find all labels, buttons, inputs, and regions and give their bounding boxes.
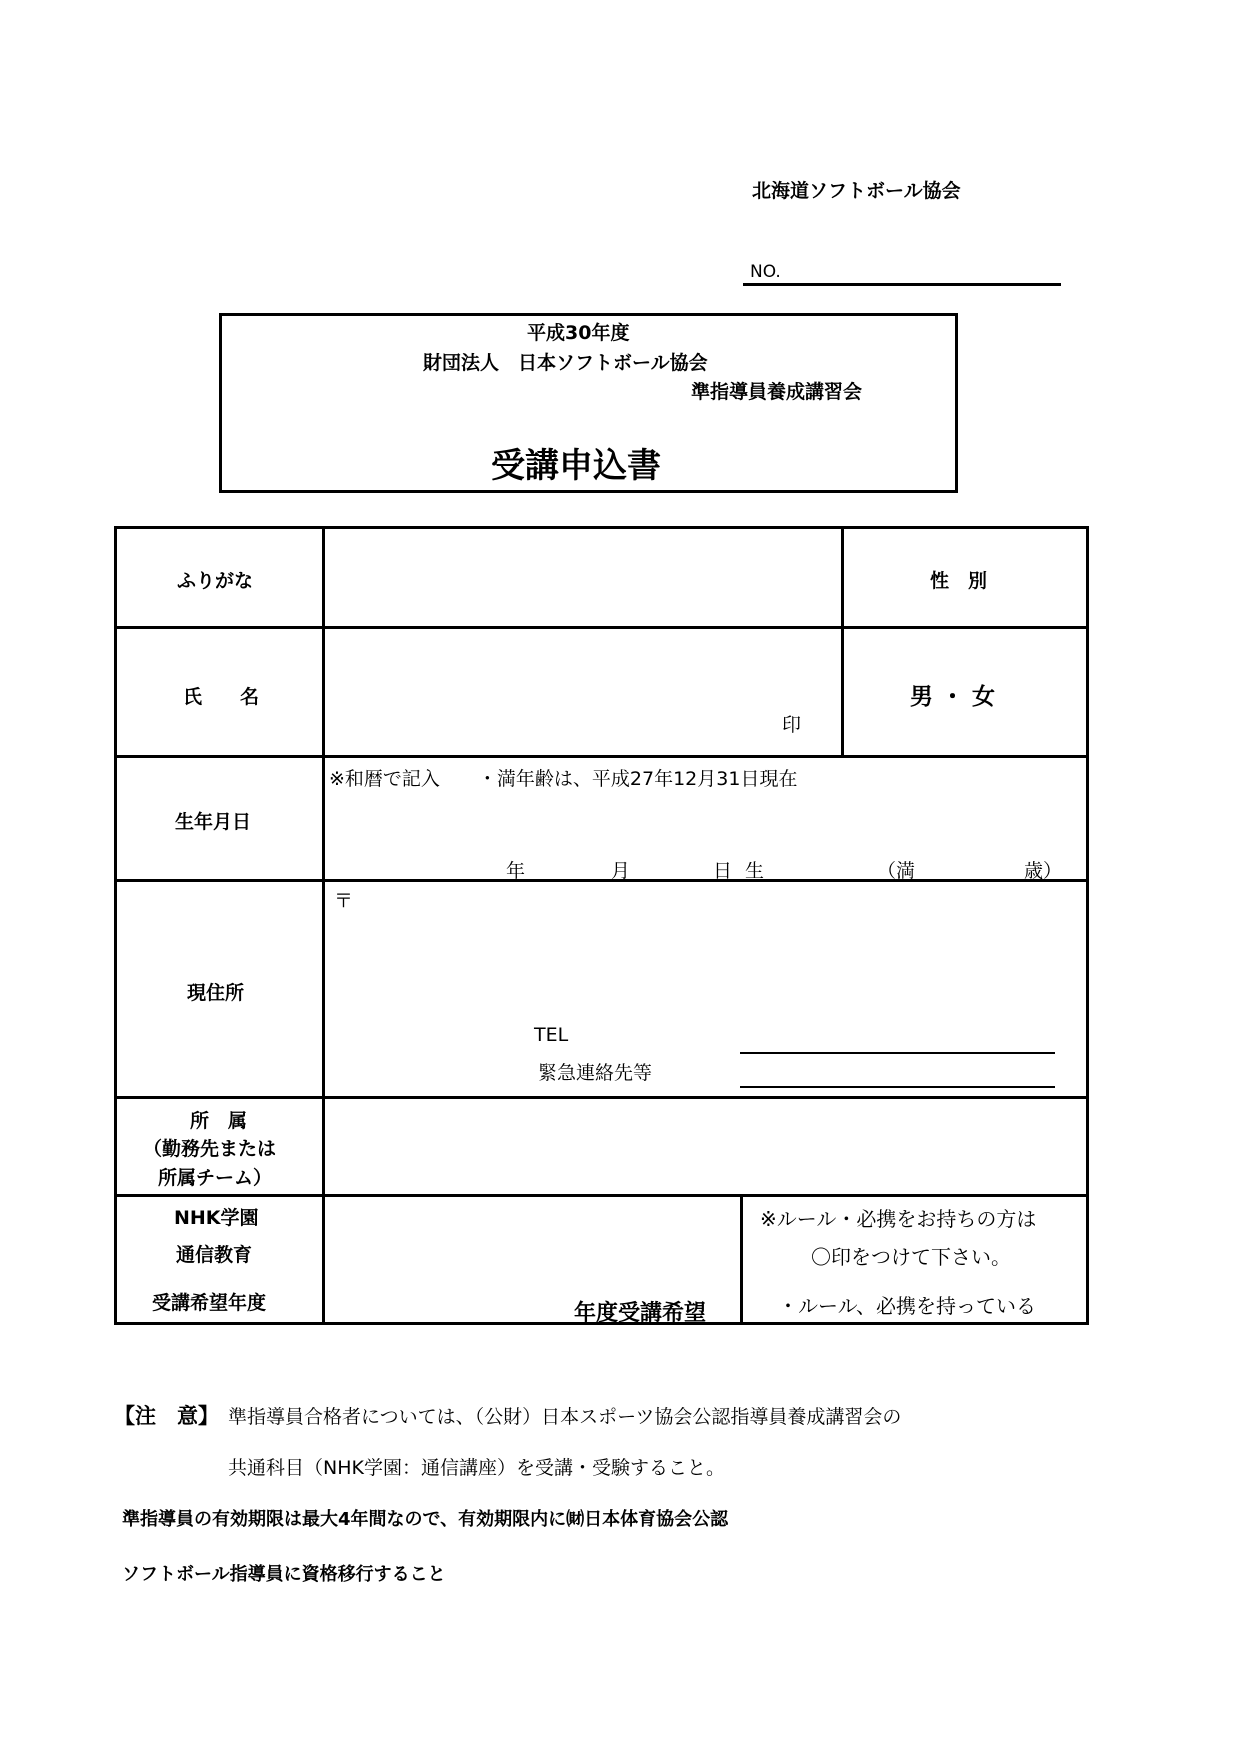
rule-note-3[interactable]: ・ルール、必携を持っている — [778, 1294, 1036, 1318]
row-divider — [114, 755, 1089, 758]
rule-note-2: 〇印をつけて下さい。 — [811, 1245, 1011, 1269]
emergency-contact-input-line[interactable] — [740, 1086, 1055, 1088]
nhk-year-suffix: 年度受講希望 — [574, 1301, 707, 1326]
validity-note-2: ソフトボール指導員に資格移行すること — [122, 1564, 446, 1585]
tel-input-line[interactable] — [740, 1052, 1055, 1054]
number-input-line[interactable] — [743, 283, 1061, 286]
caution-line-2: 共通科目（NHK学園：通信講座）を受講・受験すること。 — [228, 1457, 725, 1479]
table-border-left — [114, 526, 117, 1325]
row-divider — [114, 626, 1089, 629]
number-label: NO. — [750, 262, 781, 282]
birth-day-unit: 日 — [713, 860, 733, 882]
nhk-column-divider — [740, 1194, 743, 1325]
emergency-contact-label: 緊急連絡先等 — [538, 1062, 653, 1084]
affiliation-label-1: 所 属 — [190, 1110, 248, 1132]
caution-label: 【注 意】 — [114, 1404, 219, 1428]
address-label: 現住所 — [187, 982, 245, 1004]
nhk-label-3: 受講希望年度 — [152, 1292, 267, 1314]
gender-options[interactable]: 男 ・ 女 — [910, 684, 996, 710]
furigana-label: ふりがな — [177, 570, 254, 592]
validity-note-1: 準指導員の有効期限は最大4年間なので、有効期限内に㈶日本体育協会公認 — [122, 1509, 729, 1530]
column-divider — [322, 526, 325, 1325]
birth-sei-label: 生 — [745, 860, 765, 882]
organization-name: 北海道ソフトボール協会 — [752, 180, 961, 202]
nhk-label-1: NHK学園 — [174, 1207, 259, 1229]
gender-label: 性 別 — [930, 570, 988, 592]
nhk-label-2: 通信教育 — [176, 1244, 253, 1266]
name-input[interactable] — [326, 630, 840, 754]
age-close: 歳） — [1024, 860, 1063, 882]
affiliation-label-2: （勤務先または — [143, 1138, 277, 1160]
row-divider — [114, 1194, 1089, 1197]
birth-date-note: ※和暦で記入 ・満年齢は、平成27年12月31日現在 — [329, 768, 798, 790]
page-title: 受講申込書 — [491, 446, 661, 486]
title-year: 平成30年度 — [527, 322, 630, 344]
age-open: （満 — [877, 860, 916, 882]
birth-date-label: 生年月日 — [175, 811, 252, 833]
table-border-top — [114, 526, 1089, 529]
seal-mark: 印 — [782, 714, 802, 736]
row-divider — [114, 1096, 1089, 1099]
birth-year-unit: 年 — [506, 860, 526, 882]
address-input[interactable] — [326, 912, 1082, 1002]
affiliation-input[interactable] — [326, 1100, 1082, 1192]
furigana-input[interactable] — [326, 530, 840, 625]
tel-label: TEL — [534, 1024, 569, 1046]
affiliation-label-3: 所属チーム） — [158, 1167, 273, 1189]
title-association: 財団法人 日本ソフトボール協会 — [423, 352, 708, 374]
table-border-right — [1086, 526, 1089, 1325]
name-label: 氏 名 — [183, 686, 260, 708]
title-course: 準指導員養成講習会 — [691, 381, 863, 403]
postal-mark: 〒 — [334, 890, 354, 912]
rule-note-1: ※ルール・必携をお持ちの方は — [760, 1207, 1037, 1231]
caution-line-1: 準指導員合格者については、（公財）日本スポーツ協会公認指導員養成講習会の — [228, 1406, 902, 1428]
nhk-year-input[interactable] — [326, 1198, 736, 1288]
birth-month-unit: 月 — [611, 860, 631, 882]
gender-column-divider — [841, 526, 844, 758]
row-divider — [114, 879, 1089, 882]
